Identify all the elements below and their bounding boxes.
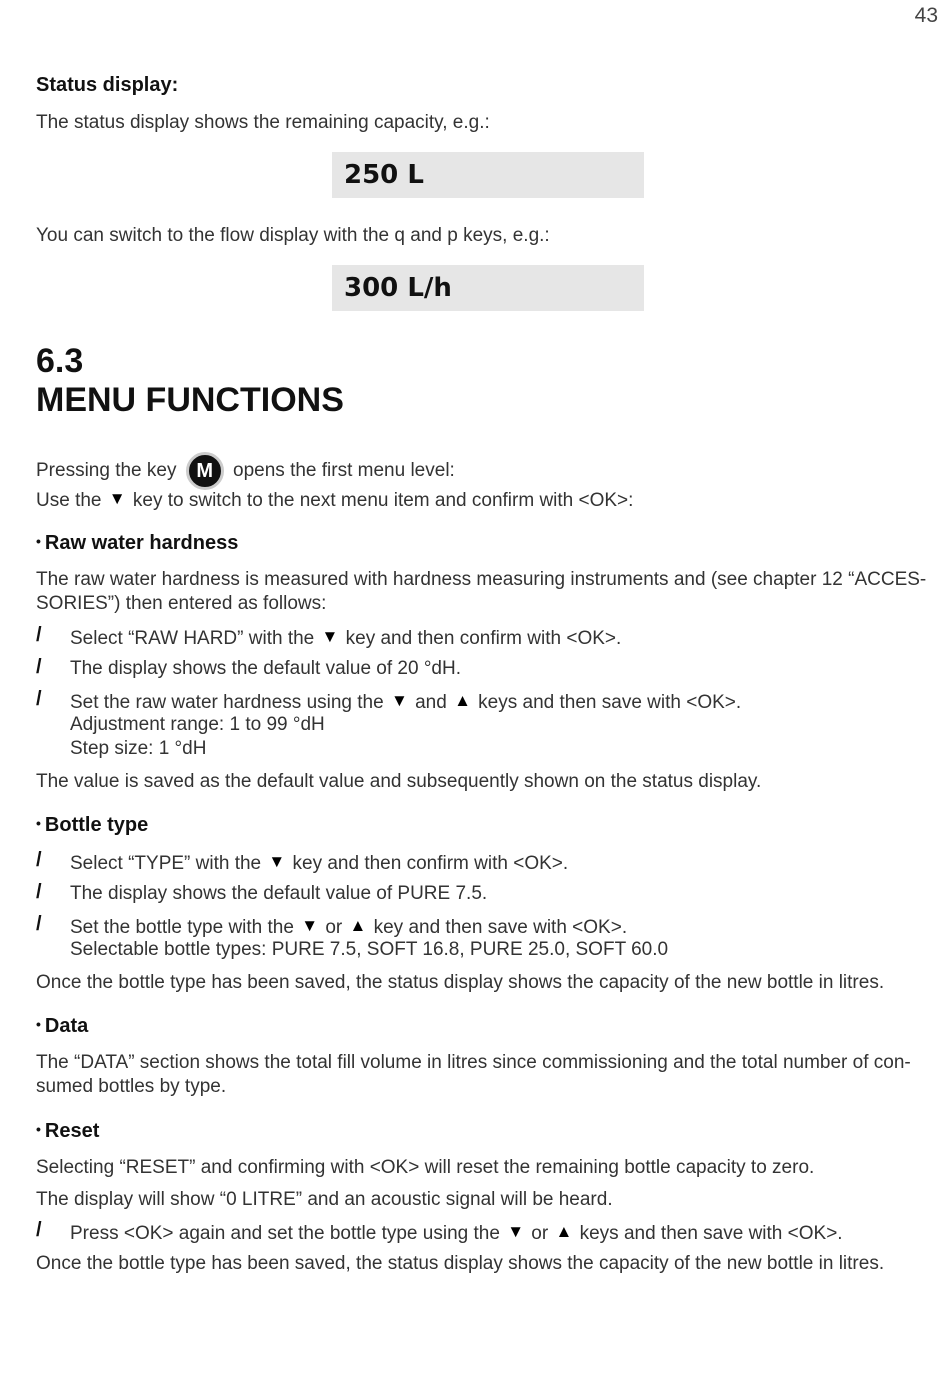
raw-step-size: Step size: 1 °dH	[70, 738, 207, 759]
bottle-step-1	[70, 850, 568, 876]
up-arrow-icon: ▲	[555, 1222, 573, 1241]
bottle-step-3-b: key and then save with <OK>.	[373, 917, 628, 938]
flow-intro-a: You can switch to the flow display with the	[36, 225, 390, 246]
slash-icon: /	[36, 656, 42, 678]
bottle-step-3	[70, 914, 627, 940]
data-title: Data	[44, 1015, 89, 1037]
slash-icon: /	[36, 913, 42, 935]
reset-line-2: The display will show “0 LITRE” and an acoustic signal will be heard.	[36, 1189, 613, 1210]
bottle-step-1-b: key and then confirm with <OK>.	[292, 853, 569, 874]
up-arrow-icon: ▲	[349, 916, 367, 935]
reset-step-1	[70, 1220, 843, 1246]
page-number: 43	[914, 4, 938, 27]
status-heading: Status display:	[36, 74, 179, 96]
raw-step-3-a: Set the raw water hardness using the	[70, 692, 384, 713]
raw-step-2: The display shows the default value of 20 °dH.	[70, 658, 461, 679]
slash-icon: /	[36, 881, 42, 903]
slash-icon: /	[36, 1219, 42, 1241]
menu-intro-c: Use the	[36, 490, 102, 511]
data-heading	[36, 1015, 88, 1038]
bottle-step-2: The display shows the default value of PURE 7.5.	[70, 883, 488, 904]
reset-heading	[36, 1120, 99, 1143]
slash-icon: /	[36, 688, 42, 710]
reset-title: Reset	[44, 1120, 100, 1142]
section-title: MENU FUNCTIONS	[36, 381, 344, 419]
bullet-icon: •	[36, 815, 41, 831]
bottle-note: Once the bottle type has been saved, the status display shows the capacity of the new bottle in litres.	[36, 972, 885, 993]
raw-step-1-b: key and then confirm with <OK>.	[345, 628, 622, 649]
raw-water-title: Raw water hardness	[44, 532, 239, 554]
bottle-type-heading	[36, 814, 148, 837]
bottle-type-title: Bottle type	[44, 814, 149, 836]
flow-intro	[36, 224, 550, 248]
menu-intro-b: opens the first menu level:	[233, 460, 455, 482]
flow-intro-b: keys, e.g.:	[463, 225, 550, 246]
raw-water-heading	[36, 532, 238, 555]
m-key-icon: M	[186, 452, 224, 490]
reset-note: Once the bottle type has been saved, the status display shows the capacity of the new bottle in litres.	[36, 1253, 885, 1274]
bullet-icon: •	[36, 1121, 41, 1137]
up-arrow-icon: ▲	[454, 691, 471, 710]
raw-step-3	[70, 689, 741, 715]
menu-intro-d: key to switch to the next menu item and confirm with <OK>:	[132, 490, 634, 511]
raw-water-desc: The raw water hardness is measured with hardness measuring instruments and (see chapter 12 “ACCES-SORIES”) then entered as follows:	[36, 569, 927, 614]
down-arrow-icon: ▼	[301, 916, 319, 935]
reset-step-1-a: Press <OK> again and set the bottle type using the	[70, 1223, 500, 1244]
raw-range: Adjustment range: 1 to 99 °dH	[70, 714, 325, 735]
down-arrow-icon: ▼	[108, 489, 126, 508]
status-intro: The status display shows the remaining capacity, e.g.:	[36, 112, 490, 133]
capacity-display: 250 L	[332, 152, 644, 198]
p-key: p	[447, 225, 458, 246]
bullet-icon: •	[36, 533, 41, 549]
section-number: 6.3	[36, 342, 84, 380]
bottle-step-3-a: Set the bottle type with the	[70, 917, 294, 938]
down-arrow-icon: ▼	[268, 852, 286, 871]
slash-icon: /	[36, 624, 42, 646]
raw-step-1	[70, 625, 621, 651]
flow-intro-and: and	[410, 225, 442, 246]
bottle-types-list: Selectable bottle types: PURE 7.5, SOFT 16.8, PURE 25.0, SOFT 60.0	[70, 939, 669, 960]
slash-icon: /	[36, 849, 42, 871]
raw-note: The value is saved as the default value and subsequently shown on the status display.	[36, 771, 762, 792]
raw-step-3-b: keys and then save with <OK>.	[478, 692, 742, 713]
menu-intro-a: Pressing the key	[36, 460, 177, 482]
down-arrow-icon: ▼	[507, 1222, 525, 1241]
flow-display: 300 L/h	[332, 265, 644, 311]
q-key: q	[394, 225, 405, 246]
down-arrow-icon: ▼	[390, 691, 408, 710]
raw-step-3-and: and	[415, 692, 447, 713]
bottle-step-3-or: or	[325, 917, 343, 938]
down-arrow-icon: ▼	[321, 627, 339, 646]
reset-step-1-b: keys and then save with <OK>.	[579, 1223, 843, 1244]
data-desc: The “DATA” section shows the total fill volume in litres since commissioning and the total number of con-sumed bottles by type.	[36, 1052, 911, 1097]
menu-intro-line1	[36, 452, 455, 490]
raw-step-1-a: Select “RAW HARD” with the	[70, 628, 315, 649]
menu-intro-line2	[36, 487, 633, 513]
reset-line-1: Selecting “RESET” and confirming with <OK> will reset the remaining bottle capacity to zero.	[36, 1157, 815, 1178]
bullet-icon: •	[36, 1016, 41, 1032]
bottle-step-1-a: Select “TYPE” with the	[70, 853, 262, 874]
reset-step-1-or: or	[531, 1223, 549, 1244]
